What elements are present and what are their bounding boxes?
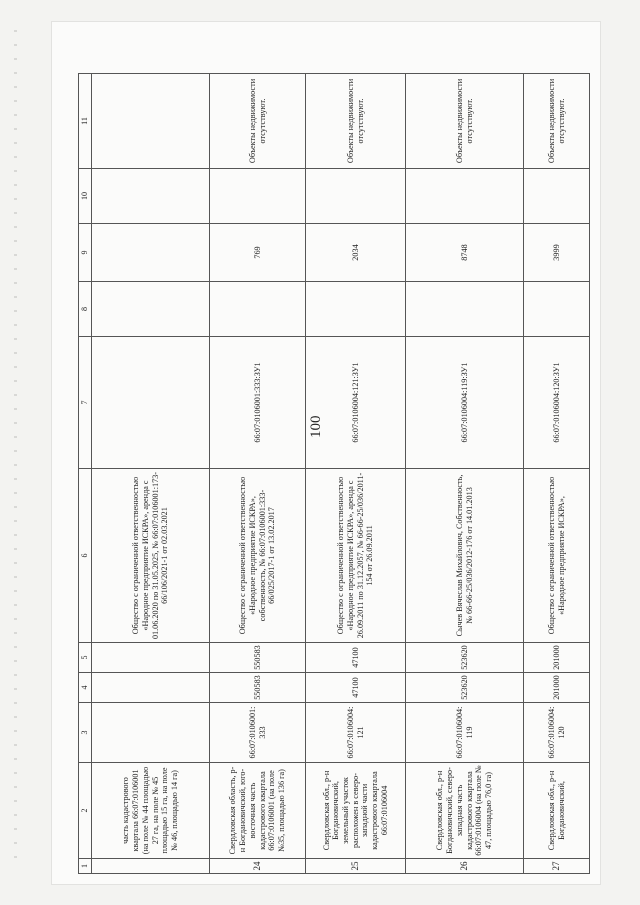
header-row bbox=[79, 74, 92, 874]
plot-designation-cell bbox=[92, 337, 210, 469]
table-cell bbox=[306, 282, 406, 337]
page-number: 100 bbox=[308, 415, 324, 438]
area-cell: 550583 bbox=[210, 673, 306, 703]
table-cell bbox=[524, 169, 590, 224]
header-cell: 11 bbox=[79, 74, 92, 169]
header-cell: 2 bbox=[79, 763, 92, 859]
header-cell: 3 bbox=[79, 703, 92, 763]
table-cell: 8748 bbox=[406, 224, 524, 282]
table-row bbox=[524, 74, 590, 874]
area-cell: 201000 bbox=[524, 673, 590, 703]
table-row bbox=[92, 74, 210, 874]
table-cell bbox=[92, 169, 210, 224]
cadastral-number-cell: 66:07:0106004:121 bbox=[306, 703, 406, 763]
location-cell: Свердловская обл., р-н Богдановичский, земельный участок расположен в северо-западной части кадастрового квартала 66:07:0106004 bbox=[306, 763, 406, 859]
table-cell bbox=[210, 282, 306, 337]
cadastral-number-cell bbox=[92, 703, 210, 763]
header-cell: 10 bbox=[79, 169, 92, 224]
rights-holder-cell: Общество с ограниченной ответственностью «Народное предприятие ИСКРА», аренда с 01.06.2020 по 31.05.2025, № 66:07:0106001:173-66/106/2021-1 от 02.03.2021 bbox=[92, 469, 210, 643]
table-cell bbox=[92, 224, 210, 282]
table-row bbox=[406, 74, 524, 874]
table-cell bbox=[210, 169, 306, 224]
table-cell bbox=[406, 169, 524, 224]
real-estate-objects-cell bbox=[92, 74, 210, 169]
real-estate-objects-cell: Объекты недвижимости отсутствуют. bbox=[406, 74, 524, 169]
cadastral-number-cell: 66:07:0106004:119 bbox=[406, 703, 524, 763]
row-number: 24 bbox=[210, 859, 306, 874]
header-cell: 9 bbox=[79, 224, 92, 282]
plot-designation-cell: 66:07:0106001:333:ЗУ1 bbox=[210, 337, 306, 469]
table-cell: 769 bbox=[210, 224, 306, 282]
cadastral-number-cell: 66:07:0106004:120 bbox=[524, 703, 590, 763]
area-cell bbox=[92, 673, 210, 703]
plot-designation-cell: 66:07:0106004:120:ЗУ1 bbox=[524, 337, 590, 469]
table-cell: 2034 bbox=[306, 224, 406, 282]
header-cell: 5 bbox=[79, 643, 92, 673]
area-cell: 47100 bbox=[306, 643, 406, 673]
row-number: 25 bbox=[306, 859, 406, 874]
table-row bbox=[210, 74, 306, 874]
rights-holder-cell: Сычев Вячеслав Михайлович, Собственность, № 66-66-25/036/2012-176 от 14.01.2013 bbox=[406, 469, 524, 643]
table-cell bbox=[92, 282, 210, 337]
plot-designation-cell: 66:07:0106004:119:ЗУ1 bbox=[406, 337, 524, 469]
header-cell: 1 bbox=[79, 859, 92, 874]
area-cell: 201000 bbox=[524, 643, 590, 673]
location-cell: Свердловская обл., р-н Богдановичский, bbox=[524, 763, 590, 859]
real-estate-objects-cell: Объекты недвижимости отсутствуют. bbox=[210, 74, 306, 169]
header-cell: 4 bbox=[79, 673, 92, 703]
location-cell: часть кадастрового квартала 66:07:0106001 (на поле № 44 площадью 27 га, на поле № 45 площадью 15 га, на поле № 46, площадью 14 га) bbox=[92, 763, 210, 859]
row-number: 26 bbox=[406, 859, 524, 874]
scan-edge-marks bbox=[14, 30, 17, 870]
table-cell bbox=[306, 169, 406, 224]
rights-holder-cell: Общество с ограниченной ответственностью «Народное предприятие ИСКРА», аренда с 26.09.2011 по 31.12.2057, № 66-66-25/036/2011-154 от 26.09.2011 bbox=[306, 469, 406, 643]
table-cell: 3999 bbox=[524, 224, 590, 282]
header-cell: 6 bbox=[79, 469, 92, 643]
area-cell: 47100 bbox=[306, 673, 406, 703]
table-row bbox=[306, 74, 406, 874]
header-cell: 7 bbox=[79, 337, 92, 469]
area-cell: 523620 bbox=[406, 673, 524, 703]
table-cell bbox=[524, 282, 590, 337]
location-cell: Свердловская обл., р-н Богдановичский, северо-западная часть кадастрового квартала 66:07:0106004 (на поле № 47, площадью 76,0 га) bbox=[406, 763, 524, 859]
location-cell: Свердловская область, р-н Богдановичский, юго-восточная часть кадастрового квартала 66:07:0106001 (на поле №35, площадью 136 га) bbox=[210, 763, 306, 859]
cadastral-number-cell: 66:07:0106001:333 bbox=[210, 703, 306, 763]
area-cell: 523620 bbox=[406, 643, 524, 673]
row-number bbox=[92, 859, 210, 874]
rights-holder-cell: Общество с ограниченной ответственностью «Народное предприятие ИСКРА», bbox=[524, 469, 590, 643]
plot-designation-cell: 66:07:0106004:121:ЗУ1 bbox=[306, 337, 406, 469]
real-estate-objects-cell: Объекты недвижимости отсутствуют. bbox=[306, 74, 406, 169]
area-cell bbox=[92, 643, 210, 673]
rights-holder-cell: Общество с ограниченной ответственностью «Народное предприятие ИСКРА», собственность, № 66:07:0106001:333-66/025/2017-1 от 13.02.2017 bbox=[210, 469, 306, 643]
table-cell bbox=[406, 282, 524, 337]
row-number: 27 bbox=[524, 859, 590, 874]
area-cell: 550583 bbox=[210, 643, 306, 673]
real-estate-objects-cell: Объекты недвижимости отсутствуют. bbox=[524, 74, 590, 169]
rotated-table-container bbox=[78, 74, 590, 874]
land-plots-table bbox=[78, 73, 590, 874]
header-cell: 8 bbox=[79, 282, 92, 337]
